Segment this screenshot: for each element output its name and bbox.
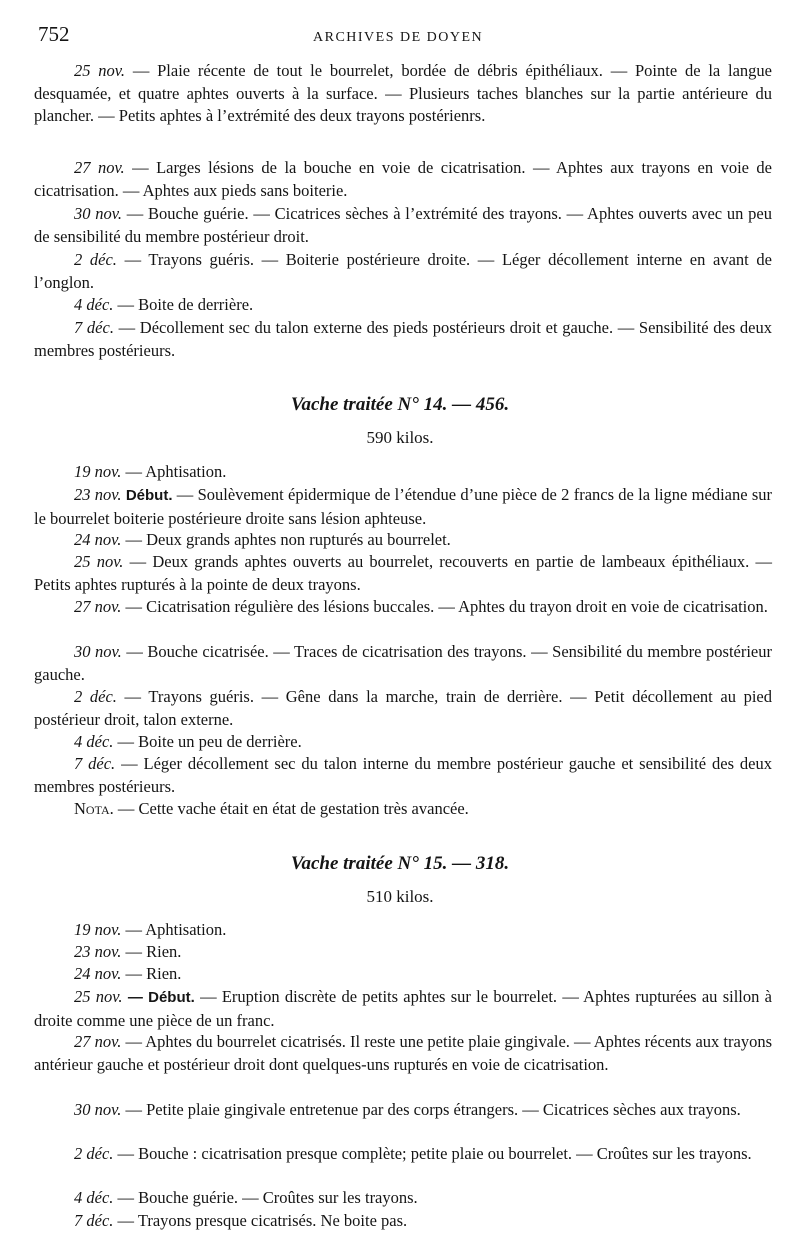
entry-date: 27 nov.: [74, 158, 125, 177]
entry-date: 19 nov.: [74, 462, 122, 481]
entry-paragraph: [34, 753, 772, 798]
entry-date: 25 nov.: [74, 987, 123, 1006]
entry-date: 2 déc.: [74, 687, 117, 706]
section-weight: 590 kilos.: [366, 428, 434, 447]
entry-text: — Bouche guérie. — Croûtes sur les trayons.: [113, 1188, 418, 1207]
debut-label: — Début.: [122, 989, 195, 1006]
entry-paragraph: [34, 529, 772, 552]
entry-date: 4 déc.: [74, 732, 114, 751]
entry-date: 30 nov.: [74, 204, 122, 223]
entry-paragraph: [34, 731, 772, 754]
entry-date: 27 nov.: [74, 1032, 122, 1051]
entry-paragraph: [34, 1187, 772, 1210]
nota-paragraph: [34, 798, 772, 821]
entry-text: — Trayons guéris. — Gêne dans la marche, train de derrière. — Petit décollement au pied postérieur droit, talon externe.: [34, 687, 772, 729]
section-weight: 510 kilos.: [366, 887, 434, 906]
entry-paragraph: [34, 1099, 772, 1122]
page-header: [38, 22, 770, 52]
running-title: ARCHIVES DE DOYEN: [313, 30, 484, 45]
entry-date: 7 déc.: [74, 754, 116, 773]
section-title: Vache traitée N° 14. — 456.: [290, 394, 510, 415]
entry-text: — Trayons presque cicatrisés. Ne boite pas.: [113, 1211, 408, 1230]
entry-paragraph: [34, 294, 772, 317]
entry-date: 24 nov.: [74, 530, 122, 549]
nota-label: Nota.: [74, 799, 114, 818]
entry-text: — Léger décollement sec du talon interne du membre postérieur gauche et sensibilité des deux membres postérieurs.: [34, 754, 772, 796]
entry-text: — Deux grands aphtes non rupturés au bourrelet.: [121, 530, 451, 549]
entry-date: 23 nov.: [74, 942, 122, 961]
entry-paragraph: [34, 317, 772, 362]
entry-date: 4 déc.: [74, 295, 114, 314]
entry-date: 2 déc.: [74, 1144, 114, 1163]
entry-paragraph: [34, 686, 772, 731]
entry-text: — Rien.: [121, 964, 182, 983]
entry-paragraph: [34, 203, 772, 248]
entry-text: — Larges lésions de la bouche en voie de cicatrisation. — Aphtes aux trayons en voie de cicatrisation. — Aphtes aux pieds sans boiterie.: [34, 158, 772, 200]
entry-text: — Petite plaie gingivale entretenue par des corps étrangers. — Cicatrices sèches aux trayons.: [121, 1100, 741, 1119]
section-title: Vache traitée N° 15. — 318.: [290, 853, 510, 874]
entry-text: — Soulèvement épidermique de l’étendue d’une pièce de 2 francs de la ligne médiane sur le bourrelet boiterie postérieure droite sans lésion aphteuse.: [34, 485, 773, 528]
entry-paragraph: [34, 461, 772, 484]
entry-text: — Bouche cicatrisée. — Traces de cicatrisation des trayons. — Sensibilité du membre postérieur gauche.: [34, 642, 772, 684]
entry-date: 25 nov.: [74, 552, 124, 571]
debut-label: Début.: [125, 487, 173, 504]
entry-paragraph: [34, 1210, 772, 1233]
entry-text: — Boite un peu de derrière.: [113, 732, 302, 751]
entry-paragraph: [34, 1031, 772, 1076]
entry-text: — Décollement sec du talon externe des pieds postérieurs droit et gauche. — Sensibilité des deux membres postérieurs.: [34, 318, 772, 360]
entry-text: — Boite de derrière.: [113, 295, 254, 314]
entry-paragraph: [34, 641, 772, 686]
page-number: 752: [38, 22, 70, 46]
entry-text: — Bouche : cicatrisation presque complète; petite plaie ou bourrelet. — Croûtes sur les trayons.: [113, 1144, 752, 1163]
entry-paragraph: [34, 249, 772, 294]
entry-date: 7 déc.: [74, 318, 114, 337]
entry-date: 25 nov.: [74, 61, 126, 80]
entry-paragraph: [34, 919, 772, 942]
entry-date: 7 déc.: [74, 1211, 114, 1230]
nota-text: — Cette vache était en état de gestation très avancée.: [113, 799, 469, 818]
entry-text: — Eruption discrète de petits aphtes sur le bourrelet. — Aphtes rupturées au sillon à droite comme une pièce de un franc.: [34, 987, 772, 1030]
entry-paragraph: [34, 157, 772, 202]
entry-date: 4 déc.: [74, 1188, 114, 1207]
entry-text: — Aphtisation.: [121, 462, 227, 481]
entry-date: 2 déc.: [74, 250, 117, 269]
entry-paragraph: [34, 941, 772, 964]
entry-date: 19 nov.: [74, 920, 122, 939]
entry-text: — Aphtisation.: [121, 920, 227, 939]
entry-date: 24 nov.: [74, 964, 122, 983]
entry-date: 27 nov.: [74, 597, 122, 616]
entry-text: — Trayons guéris. — Boiterie postérieure droite. — Léger décollement interne en avant de l’onglon.: [34, 250, 772, 292]
entry-date: 23 nov.: [74, 485, 122, 504]
entry-paragraph: [34, 60, 772, 128]
entry-paragraph: [34, 551, 772, 596]
entry-text: — Deux grands aphtes ouverts au bourrelet, recouverts en partie de lambeaux épithéliaux. — Petits aphtes rupturés à la pointe de deux trayons.: [34, 552, 772, 594]
entry-paragraph: [34, 484, 772, 530]
entry-paragraph: [34, 963, 772, 986]
entry-paragraph: [34, 1143, 772, 1166]
entry-text: — Bouche guérie. — Cicatrices sèches à l’extrémité des trayons. — Aphtes ouverts avec un peu de sensibilité du membre postérieur droit.: [34, 204, 772, 246]
entry-text: — Cicatrisation régulière des lésions buccales. — Aphtes du trayon droit en voie de cicatrisation.: [121, 597, 768, 616]
entry-date: 30 nov.: [74, 1100, 122, 1119]
entry-paragraph: [34, 596, 772, 619]
entry-date: 30 nov.: [74, 642, 122, 661]
entry-text: — Plaie récente de tout le bourrelet, bordée de débris épithéliaux. — Pointe de la langue desquamée, et quatre aphtes ouverts à la surface. — Plusieurs taches blanches sur la partie antérieure du plancher. — Petits aphtes à l’extrémité des deux trayons postérienrs.: [34, 61, 773, 125]
entry-text: — Rien.: [121, 942, 182, 961]
entry-paragraph: [34, 986, 772, 1032]
entry-text: — Aphtes du bourrelet cicatrisés. Il reste une petite plaie gingivale. — Aphtes récents aux trayons antérieur gauche et postérieur droit dont quelques-uns rupturés en voie de cicatrisation.: [34, 1032, 772, 1074]
